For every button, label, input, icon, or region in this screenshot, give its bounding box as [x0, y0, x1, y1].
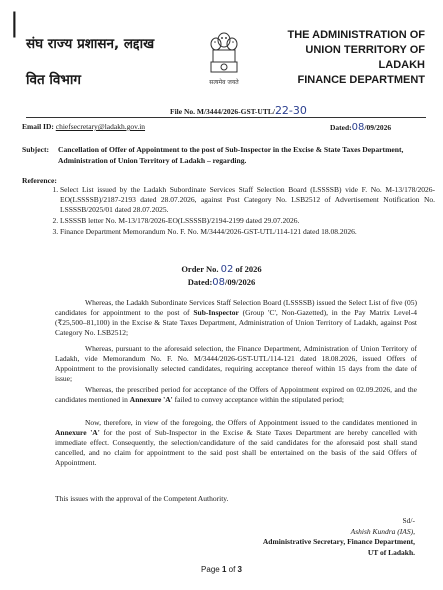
p4-text-b: for the post of Sub-Inspector in the Excise & State Taxes Department are hereby cancelled with immediate effect. Consequently, the selection/candidature of the said candidates for the aforesaid post shall stand cancelled, and no claim for appointment to the said post shall be entertained on the basis of the said Offers of Appointment.: [55, 428, 417, 467]
reference-item: 1. Select List issued by the Ladakh Subordinate Services Staff Selection Board (LSSSSB) vide F. No. M-13/178/2026-EO(LSSSSB)/2187-2193 dated 28.07.2026, against Post Category No. LSB2512 of Advertisement Notification No. LSSSSB/2025/01 dated 28.07.2025.: [60, 185, 435, 215]
dated-handwritten-day: 08: [351, 122, 365, 133]
subject-label: Subject:: [22, 145, 49, 154]
page-total: 3: [237, 565, 242, 574]
file-number-handwritten: 22-30: [274, 104, 307, 117]
signatory-designation: Administrative Secretary, Finance Department,: [262, 537, 415, 546]
emblem-motto: सत्यमेव जयते: [209, 79, 239, 86]
letterhead-line-2: UNION TERRITORY OF: [305, 44, 425, 56]
hindi-department-title: वित विभाग: [26, 72, 81, 88]
order-dated-handwritten: 08: [212, 277, 226, 288]
paragraph-2: [55, 344, 417, 384]
order-number-handwritten: 02: [220, 264, 234, 275]
reference-list: [42, 185, 435, 238]
signature-sd: Sd/-: [402, 516, 415, 525]
order-prefix: Order No.: [181, 264, 221, 274]
page-of: of: [226, 565, 238, 574]
header-divider: [26, 117, 426, 118]
signatory-org: UT of Ladakh.: [367, 547, 415, 557]
p3-text-a: Whereas, the prescribed period for acceptance of the Offers of Appointment expired on 02.09.2026, and the candidates mentioned in: [55, 385, 417, 404]
paragraph-5: [55, 494, 417, 504]
letterhead-line-4: FINANCE DEPARTMENT: [297, 74, 425, 86]
dated-rest: /09/2026: [364, 123, 392, 132]
dated-label: Dated:: [330, 123, 352, 132]
p2-text: Whereas, pursuant to the aforesaid selection, the Finance Department, Administration of Union Territory of Ladakh, vide Memorandum No. F. No. M/3444/2026-GST-UTL/114-121 dated 18.08.2026, issued Offers of Appointment to the provisionally selected candidates, requiring acceptance thereof within 15 days from the date of issue;: [55, 344, 417, 383]
p5-text: This issues with the approval of the Competent Authority.: [55, 494, 229, 503]
letterhead-line-3: LADAKH: [378, 59, 425, 71]
p3-bold: Annexure 'A': [129, 395, 173, 404]
order-dated-suffix: /09/2026: [225, 277, 256, 287]
p4-text-a: Now, therefore, in view of the foregoing, the Offers of Appointment issued to the candidates mentioned in: [85, 418, 417, 427]
order-number-line: [0, 263, 443, 276]
signatory-name: Ashish Kundra (IAS),: [350, 526, 415, 536]
p1-text-b: (Group 'C', Non-Gazetted), in the Pay Matrix Level-4 (₹25,500–81,100) in the Excise & State Taxes Department, Administration of Union Territory of Ladakh, against Post Category No. LSB2512;: [55, 308, 418, 337]
signature-block: [230, 516, 415, 558]
order-suffix: of 2026: [233, 264, 262, 274]
english-letterhead: [255, 28, 425, 88]
national-emblem-icon: [207, 28, 241, 106]
letterhead-line-1: THE ADMINISTRATION OF: [287, 29, 425, 41]
hindi-administration-title: संघ राज्य प्रशासन, लद्दाख: [26, 36, 155, 52]
order-dated-line: [0, 276, 443, 289]
reference-item: 2. LSSSSB letter No. M-13/178/2026-EO(LSSSSB)/2194-2199 dated 29.07.2026.: [60, 216, 435, 226]
handwritten-mark: |: [10, 8, 19, 38]
email-line: [22, 122, 145, 131]
file-number-label: File No. M/3444/2026-GST-UTL/: [170, 107, 275, 116]
subject-block: [22, 145, 417, 166]
file-number: [170, 104, 307, 117]
order-heading: [0, 263, 443, 289]
top-dated: [330, 122, 391, 133]
paragraph-3: [55, 385, 417, 405]
reference-title: Reference:: [22, 176, 57, 185]
paragraph-4: [55, 418, 417, 468]
subject-text: Cancellation of Offer of Appointment to the post of Sub-Inspector in the Excise & State Taxes Department, Administration of Union Territory of Ladakh – regarding.: [58, 145, 404, 165]
p1-bold: Sub-Inspector: [193, 308, 239, 317]
page-current: 1: [221, 565, 227, 574]
page-indicator: [0, 565, 443, 574]
p1-text-a: Whereas, the Ladakh Subordinate Services Staff Selection Board (LSSSSB) issued the Select List of five (05) candidates for appointment to the post of: [55, 298, 417, 317]
email-label: Email ID:: [22, 122, 56, 131]
p3-text-b: failed to convey acceptance within the stipulated period;: [172, 395, 344, 404]
email-link[interactable]: chiefsecretary@ladakh.gov.in: [55, 122, 146, 131]
order-dated-prefix: Dated:: [187, 277, 213, 287]
paragraph-1: [55, 298, 417, 338]
reference-item: 3. Finance Department Memorandum No. F. No. M/3444/2026-GST-UTL/114-121 dated 18.08.2026.: [60, 227, 435, 237]
page-label: Page: [201, 565, 222, 574]
p4-bold: Annexure 'A': [55, 428, 100, 437]
